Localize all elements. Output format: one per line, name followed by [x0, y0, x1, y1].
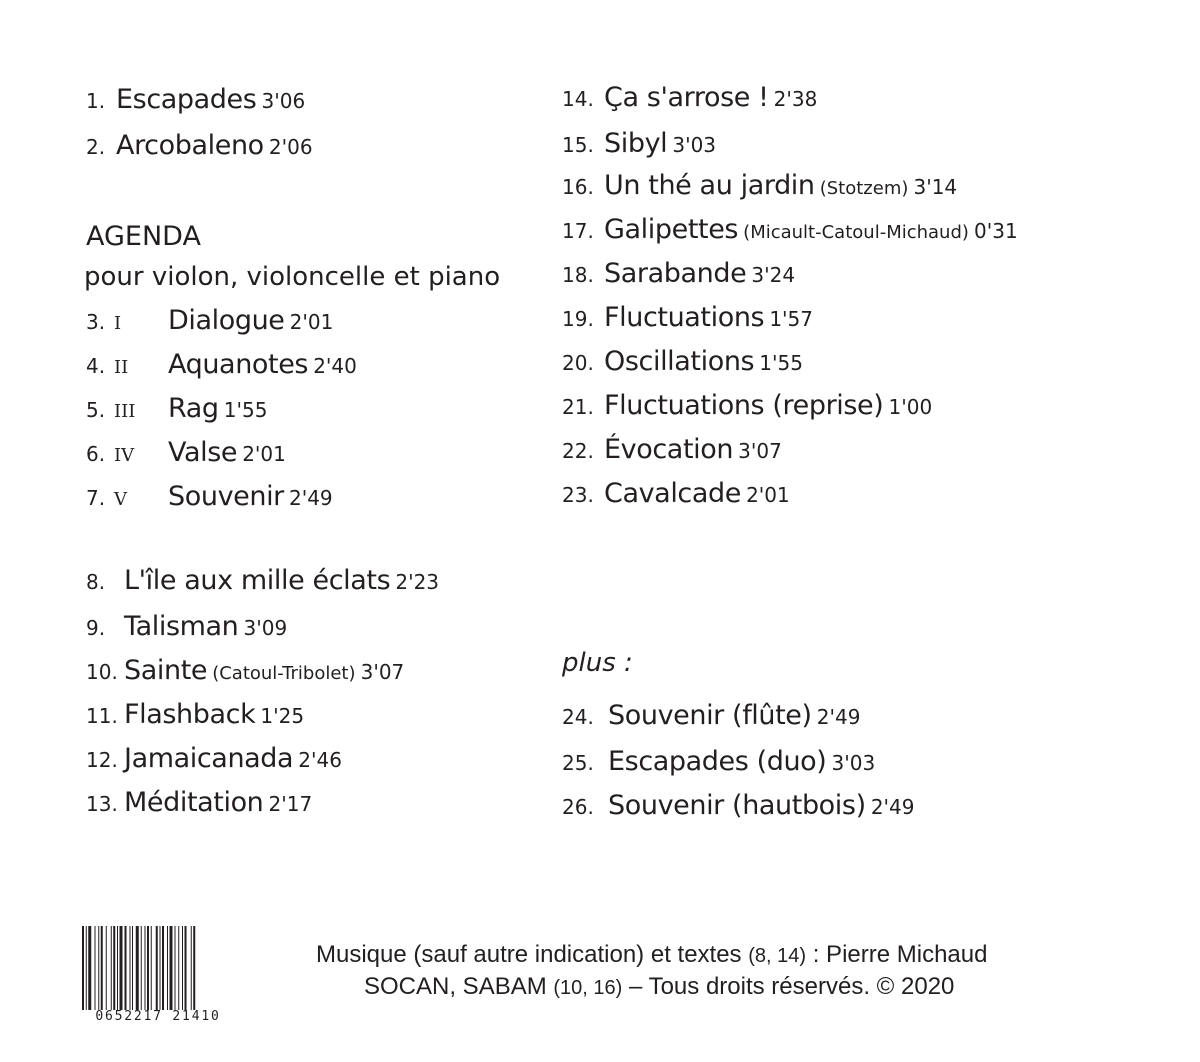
- barcode-bar: [151, 926, 152, 1012]
- track-number: 10.: [86, 660, 118, 684]
- track-item: [86, 789, 312, 816]
- track-duration: 2'01: [746, 483, 790, 507]
- barcode-bar: [95, 926, 96, 1012]
- barcode-bar: [175, 926, 176, 1012]
- barcode-bar: [185, 926, 187, 1012]
- track-number: 4.: [86, 354, 106, 378]
- barcode-bar: [86, 926, 87, 1012]
- track-title: Valse: [168, 437, 238, 468]
- track-number: 15.: [562, 133, 594, 157]
- track-duration: 2'38: [773, 87, 818, 111]
- track-duration: 0'31: [974, 219, 1018, 243]
- credits-line-1-author: : Pierre Michaud: [812, 941, 988, 968]
- track-composer-note: (Stotzem): [819, 178, 909, 199]
- track-title: Un thé au jardin: [604, 170, 815, 201]
- agenda-subtitle: pour violon, violoncelle et piano: [84, 262, 501, 292]
- track-item: [562, 792, 914, 819]
- track-duration: 1'00: [888, 395, 933, 419]
- movement-roman-numeral: II: [114, 357, 129, 378]
- track-duration: 2'49: [288, 486, 333, 510]
- track-title: Méditation: [124, 787, 264, 818]
- track-composer-note: (Micault-Catoul-Michaud): [743, 222, 969, 243]
- track-number: 12.: [86, 748, 118, 772]
- track-item: [562, 260, 795, 287]
- agenda-movement: [86, 351, 357, 378]
- track-title: Ça s'arrose !: [604, 82, 769, 113]
- track-duration: 2'06: [268, 135, 313, 159]
- barcode-bar: [125, 926, 127, 1012]
- credits-line-2: [364, 975, 1064, 999]
- track-title: Évocation: [604, 434, 734, 465]
- track-duration: 1'55: [759, 351, 803, 375]
- barcode-bar: [191, 926, 192, 1012]
- track-title: L'île aux mille éclats: [124, 565, 391, 596]
- track-number: 1.: [86, 89, 106, 113]
- barcode-bar: [111, 926, 112, 1012]
- credits-line-2-main: SOCAN, SABAM: [364, 973, 547, 1000]
- barcode-bar: [147, 926, 149, 1012]
- track-title: Escapades: [116, 84, 257, 115]
- track-duration: 3'03: [672, 133, 717, 157]
- track-title: Fluctuations (reprise): [604, 390, 884, 421]
- track-title: Escapades (duo): [608, 746, 827, 777]
- track-title: Souvenir (hautbois): [608, 790, 866, 821]
- track-title: Sarabande: [604, 258, 747, 289]
- track-title: Jamaicanada: [124, 743, 294, 774]
- track-number: 24.: [562, 705, 594, 729]
- track-duration: 2'49: [816, 705, 861, 729]
- track-item: [86, 86, 305, 113]
- barcode-bar: [82, 926, 84, 1012]
- track-number: 22.: [562, 439, 594, 463]
- track-duration: 3'09: [243, 616, 288, 640]
- barcode-bar: [193, 926, 195, 1012]
- track-duration: 2'46: [298, 748, 342, 772]
- track-title: Souvenir: [168, 481, 284, 512]
- track-number: 21.: [562, 395, 594, 419]
- track-duration: 2'17: [268, 792, 313, 816]
- track-number: 14.: [562, 87, 594, 111]
- track-number: 19.: [562, 307, 594, 331]
- credits-line-1-main: Musique (sauf autre indication) et textes: [316, 941, 742, 968]
- track-item: [562, 130, 716, 157]
- track-item: [86, 132, 313, 159]
- track-duration: 1'25: [260, 704, 305, 728]
- track-title: Rag: [168, 393, 219, 424]
- track-item: [562, 172, 957, 199]
- track-duration: 2'01: [289, 310, 334, 334]
- track-duration: 3'24: [751, 263, 796, 287]
- track-number: 5.: [86, 398, 106, 422]
- track-number: 17.: [562, 219, 594, 243]
- track-title: Fluctuations: [604, 302, 765, 333]
- agenda-movement: [86, 307, 333, 334]
- track-item: [562, 748, 875, 775]
- track-duration: 3'07: [360, 660, 405, 684]
- barcode-bar: [106, 926, 107, 1012]
- barcode-bar: [132, 926, 133, 1012]
- track-title: Talisman: [124, 611, 239, 642]
- agenda-movement: [86, 395, 267, 422]
- movement-roman-numeral: III: [114, 401, 136, 422]
- track-item: [562, 348, 803, 375]
- track-title: Sibyl: [604, 128, 668, 159]
- agenda-movement: [86, 439, 286, 466]
- track-title: Flashback: [124, 699, 256, 730]
- track-title: Souvenir (flûte): [608, 700, 812, 731]
- track-number: 25.: [562, 751, 594, 775]
- barcode-bar: [130, 926, 131, 1012]
- agenda-heading: AGENDA: [86, 221, 201, 252]
- agenda-movement: [86, 483, 333, 510]
- track-item: [86, 613, 287, 640]
- track-number: 8.: [86, 570, 106, 594]
- barcode-bar: [141, 926, 142, 1012]
- track-number: 3.: [86, 310, 106, 334]
- track-number: 26.: [562, 795, 594, 819]
- track-item: [562, 216, 1018, 243]
- barcode-bar: [162, 926, 164, 1012]
- track-duration: 2'49: [870, 795, 915, 819]
- movement-roman-numeral: IV: [114, 445, 135, 466]
- barcode-bar: [170, 926, 173, 1012]
- barcode-bar: [182, 926, 183, 1012]
- track-item: [86, 745, 342, 772]
- track-number: 9.: [86, 616, 106, 640]
- barcode-bar: [117, 926, 118, 1012]
- track-number: 18.: [562, 263, 594, 287]
- track-duration: 2'23: [395, 570, 440, 594]
- barcode: [80, 926, 236, 1024]
- plus-label: plus :: [562, 648, 633, 678]
- barcode-bar: [101, 926, 103, 1012]
- track-item: [86, 657, 404, 684]
- movement-roman-numeral: I: [114, 313, 122, 334]
- track-duration: 3'06: [261, 89, 306, 113]
- barcode-bar: [178, 926, 179, 1012]
- track-number: 7.: [86, 486, 106, 510]
- track-duration: 2'01: [242, 442, 286, 466]
- barcode-bar: [145, 926, 146, 1012]
- track-duration: 3'07: [738, 439, 782, 463]
- track-duration: 1'57: [769, 307, 813, 331]
- barcode-bar: [88, 926, 91, 1012]
- barcode-bar: [136, 926, 139, 1012]
- movement-roman-numeral: V: [114, 489, 127, 510]
- track-item: [562, 436, 782, 463]
- credits-line-2-rights: – Tous droits réservés. © 2020: [629, 973, 955, 1000]
- track-duration: 3'03: [831, 751, 876, 775]
- track-duration: 1'55: [223, 398, 268, 422]
- track-composer-note: (Catoul-Tribolet): [212, 663, 356, 684]
- track-title: Sainte: [124, 655, 208, 686]
- barcode-bars: [80, 926, 236, 1012]
- track-number: 11.: [86, 704, 118, 728]
- track-duration: 3'14: [913, 175, 958, 199]
- barcode-digits: 0652217 21410: [80, 1010, 236, 1024]
- barcode-bar: [120, 926, 123, 1012]
- barcode-bar: [167, 926, 168, 1012]
- track-item: [562, 84, 817, 111]
- track-title: Oscillations: [604, 346, 755, 377]
- track-item: [562, 392, 932, 419]
- track-item: [562, 304, 813, 331]
- track-number: 2.: [86, 135, 106, 159]
- credits-line-2-refs: (10, 16): [553, 977, 623, 999]
- track-title: Arcobaleno: [116, 130, 264, 161]
- track-number: 13.: [86, 792, 118, 816]
- track-number: 16.: [562, 175, 594, 199]
- track-title: Dialogue: [168, 305, 285, 336]
- track-title: Cavalcade: [604, 478, 741, 509]
- track-number: 6.: [86, 442, 106, 466]
- barcode-bar: [160, 926, 161, 1012]
- credits-line-1-refs: (8, 14): [748, 945, 807, 967]
- track-title: Aquanotes: [168, 349, 309, 380]
- credits-line-1: [316, 943, 1078, 967]
- barcode-bar: [156, 926, 158, 1012]
- track-duration: 2'40: [313, 354, 357, 378]
- track-item: [86, 701, 304, 728]
- track-item: [86, 567, 439, 594]
- track-item: [562, 480, 790, 507]
- track-number: 23.: [562, 483, 594, 507]
- barcode-bar: [113, 926, 115, 1012]
- barcode-bar: [98, 926, 99, 1012]
- track-item: [562, 702, 860, 729]
- track-title: Galipettes: [604, 214, 739, 245]
- track-number: 20.: [562, 351, 594, 375]
